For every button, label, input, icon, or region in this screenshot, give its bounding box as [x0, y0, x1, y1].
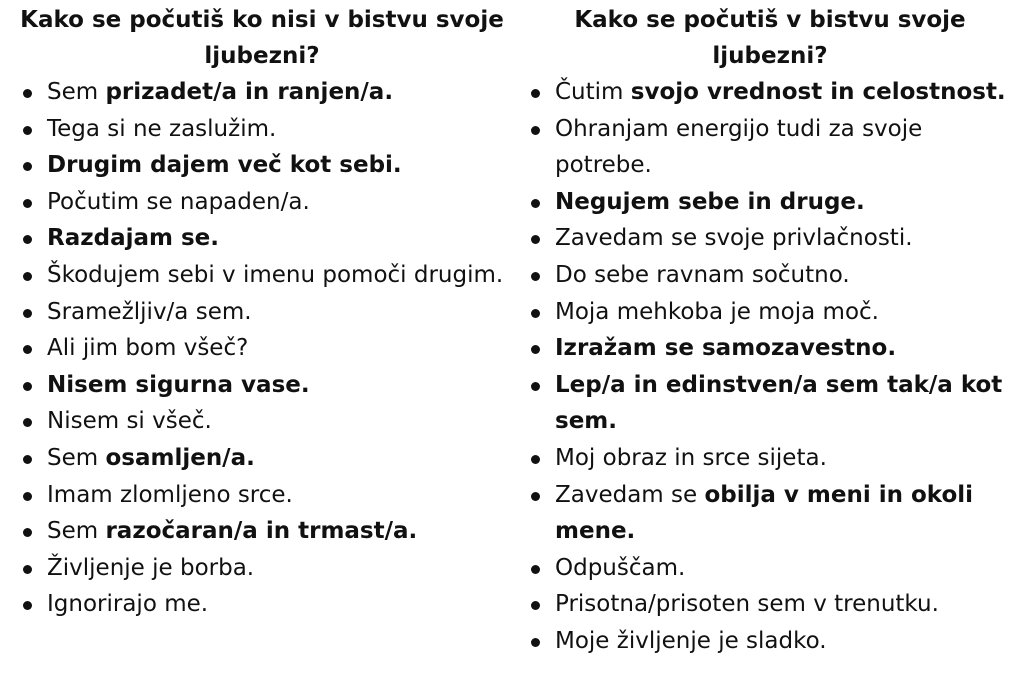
list-item: [12, 74, 512, 111]
bullet-icon: [531, 199, 540, 208]
list-item-text-bold: Drugim dajem več kot sebi.: [47, 152, 402, 179]
list-item: [520, 257, 1020, 294]
list-item-text: Nisem si všeč.: [47, 408, 212, 435]
list-item-text: Tega si ne zaslužim.: [47, 115, 277, 142]
list-item: [12, 220, 512, 257]
left-column: [12, 2, 512, 623]
bullet-icon: [23, 382, 32, 391]
bullet-icon: [23, 455, 32, 464]
left-column-list: [12, 74, 512, 623]
bullet-icon: [23, 418, 32, 427]
bullet-icon: [531, 565, 540, 574]
bullet-icon: [23, 89, 32, 98]
list-item-text-bold: Nisem sigurna vase.: [47, 371, 310, 398]
list-item-text: Življenje je borba.: [47, 554, 255, 581]
list-item-text: Ali jim bom všeč?: [47, 335, 249, 362]
bullet-icon: [531, 345, 540, 354]
list-item-text-bold: Lep/a in edinstven/a sem tak/a kot sem.: [555, 371, 1003, 435]
list-item-text: Počutim se napaden/a.: [47, 188, 310, 215]
list-item: [12, 440, 512, 477]
list-item: [520, 586, 1020, 623]
list-item-text: Ignorirajo me.: [47, 591, 209, 618]
list-item-text-bold: Negujem sebe in druge.: [555, 188, 865, 215]
list-item: [12, 403, 512, 440]
list-item: [12, 147, 512, 184]
list-item-text: Odpuščam.: [555, 554, 686, 581]
list-item-text-bold: svojo vrednost in celostnost.: [630, 79, 1006, 105]
right-column-heading: Kako se počutiš v bistvu svoje ljubezni?: [574, 7, 966, 69]
list-item-text: Sem: [47, 79, 106, 105]
list-item: [12, 477, 512, 514]
bullet-icon: [531, 126, 540, 135]
list-item: [520, 294, 1020, 331]
list-item-text: Moj obraz in srce sijeta.: [555, 444, 827, 471]
list-item: [520, 477, 1020, 550]
bullet-icon: [23, 309, 32, 318]
list-item: [12, 550, 512, 587]
bullet-icon: [531, 455, 540, 464]
bullet-icon: [23, 601, 32, 610]
bullet-icon: [23, 272, 32, 281]
list-item-text-bold: razočaran/a in trmast/a.: [105, 518, 418, 545]
list-item: [520, 623, 1020, 660]
list-item: [520, 74, 1020, 111]
bullet-icon: [23, 162, 32, 171]
bullet-icon: [23, 492, 32, 501]
bullet-icon: [531, 638, 540, 647]
list-item-text-bold: prizadet/a in ranjen/a.: [105, 79, 394, 105]
bullet-icon: [23, 528, 32, 537]
list-item-text: Do sebe ravnam sočutno.: [555, 261, 850, 288]
bullet-icon: [23, 235, 32, 244]
list-item-text: Sramežljiv/a sem.: [47, 298, 252, 325]
list-item: [520, 184, 1020, 221]
list-item-text: Zavedam se svoje privlačnosti.: [555, 225, 913, 252]
list-item-text: Moja mehkoba je moja moč.: [555, 298, 879, 325]
list-item-text: Sem: [47, 444, 106, 471]
list-item-text: Sem: [47, 518, 106, 545]
bullet-icon: [23, 199, 32, 208]
list-item-text-bold: Izražam se samozavestno.: [555, 335, 897, 362]
right-column: [520, 2, 1020, 660]
list-item-text: Ohranjam energijo tudi za svoje potrebe.: [555, 115, 923, 179]
list-item-text-bold: Razdajam se.: [47, 225, 220, 252]
list-item: [12, 184, 512, 221]
list-item: [520, 550, 1020, 587]
bullet-icon: [531, 309, 540, 318]
list-item: [12, 513, 512, 550]
list-item-text: Prisotna/prisoten sem v trenutku.: [555, 591, 939, 618]
list-item: [520, 367, 1020, 440]
bullet-icon: [23, 345, 32, 354]
list-item: [520, 220, 1020, 257]
list-item: [12, 294, 512, 331]
list-item: [12, 111, 512, 148]
right-column-list: [520, 74, 1020, 660]
bullet-icon: [531, 272, 540, 281]
list-item-text-bold: osamljen/a.: [105, 444, 255, 471]
bullet-icon: [531, 382, 540, 391]
bullet-icon: [531, 492, 540, 501]
bullet-icon: [531, 89, 540, 98]
bullet-icon: [531, 601, 540, 610]
bullet-icon: [531, 235, 540, 244]
left-column-heading: Kako se počutiš ko nisi v bistvu svoje ljubezni?: [20, 7, 504, 69]
list-item-text: Škodujem sebi v imenu pomoči drugim.: [47, 261, 504, 288]
list-item: [12, 257, 512, 294]
list-item: [520, 330, 1020, 367]
list-item-text: Čutim: [555, 79, 631, 105]
bullet-icon: [23, 565, 32, 574]
list-item: [520, 440, 1020, 477]
list-item: [520, 111, 1020, 184]
list-item: [12, 586, 512, 623]
list-item-text: Moje življenje je sladko.: [555, 627, 827, 654]
list-item-text: Imam zlomljeno srce.: [47, 481, 293, 508]
list-item: [12, 367, 512, 404]
bullet-icon: [23, 126, 32, 135]
list-item-text: Zavedam se: [555, 481, 705, 508]
list-item-text-bold: obilja v meni in okoli mene.: [555, 481, 974, 545]
list-item: [12, 330, 512, 367]
